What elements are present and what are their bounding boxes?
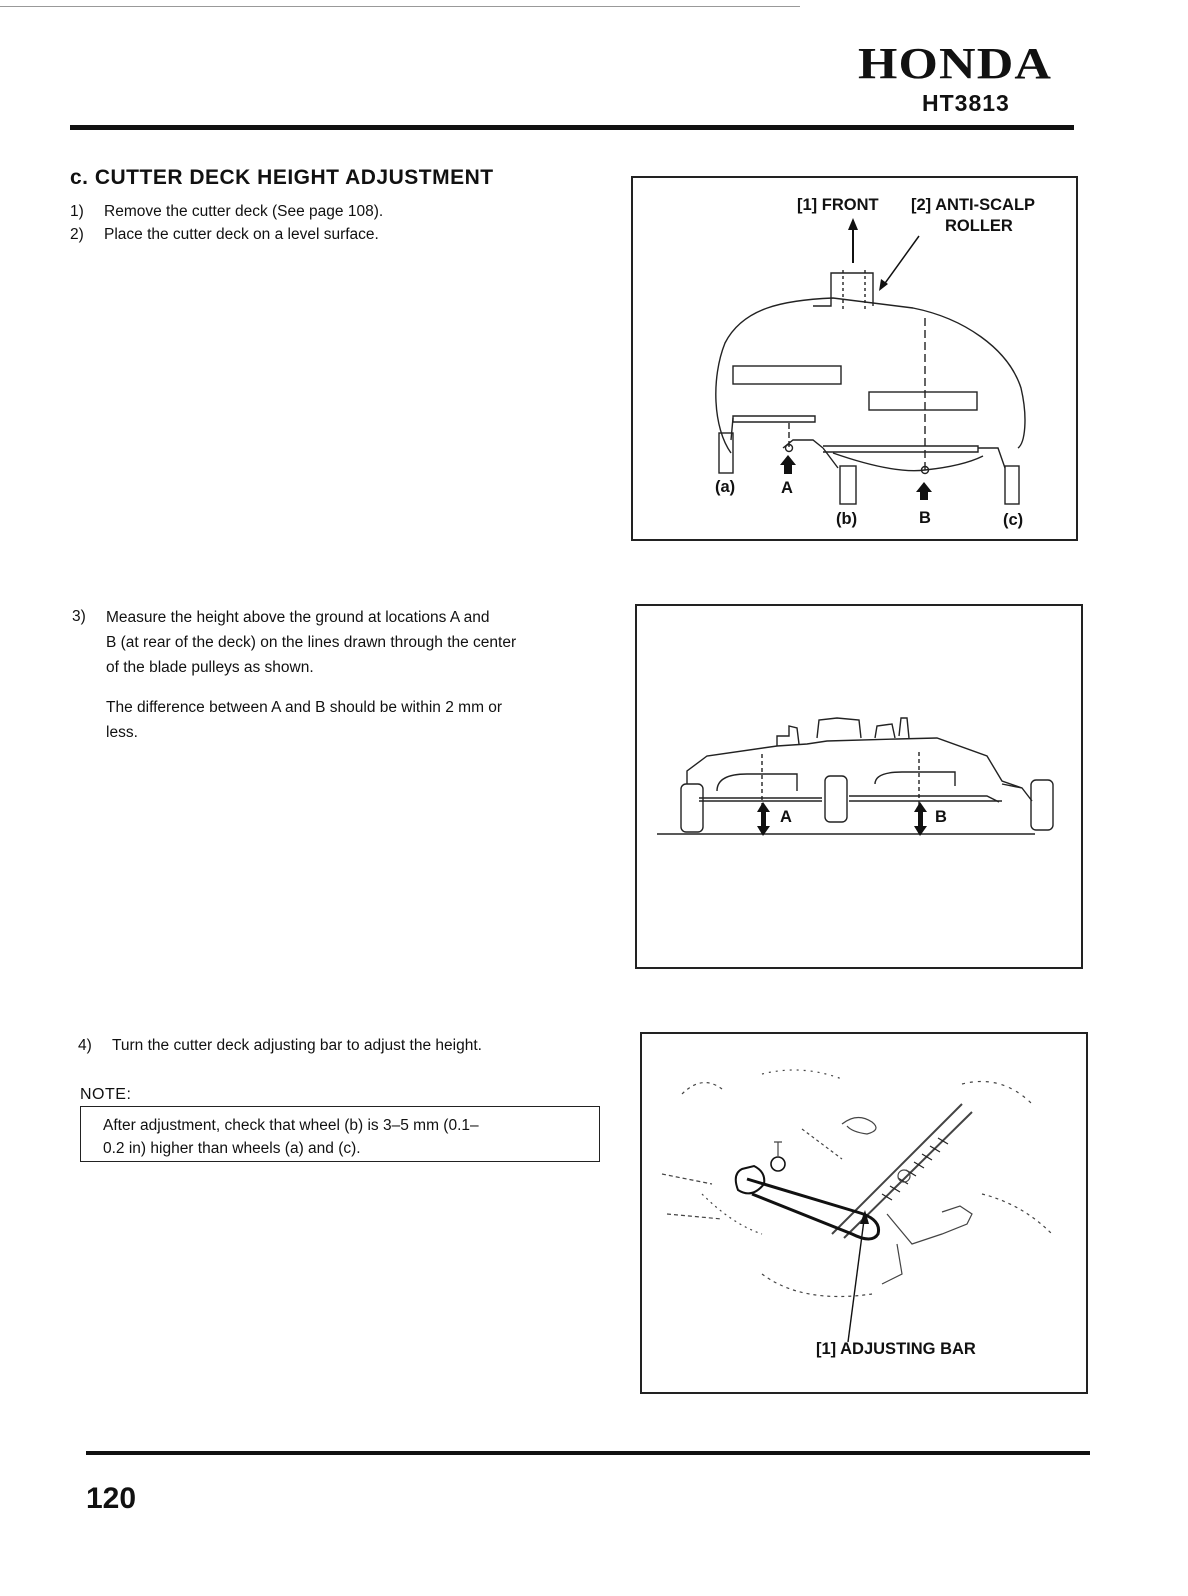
label-roller: ROLLER [945,217,1013,235]
note-line: 0.2 in) higher than wheels (a) and (c). [103,1140,361,1157]
step-line: less. [106,724,138,741]
step-3 [72,605,602,685]
step-number: 2) [70,226,84,243]
step-text [106,605,516,680]
footer-rule [86,1451,1090,1455]
step-line: of the blade pulleys as shown. [106,659,314,676]
step-line: B (at rear of the deck) on the lines drawn through the center [106,634,517,651]
note-title: NOTE: [80,1086,132,1103]
step-line: Measure the height above the ground at locations A and [106,609,490,626]
step-1 [70,200,590,224]
label-height-b: B [935,808,947,826]
step-number: 4) [78,1037,92,1054]
step-2 [70,223,590,247]
section-title: c. CUTTER DECK HEIGHT ADJUSTMENT [70,166,494,189]
step-3-tolerance [106,695,606,745]
model-number: HT3813 [922,90,1010,116]
label-point-b: B [919,509,931,527]
brand-logo: HONDA [858,39,1053,88]
label-height-a: A [780,808,792,826]
figure-adjusting-bar [640,1032,1088,1394]
step-text: Place the cutter deck on a level surface. [104,226,379,243]
label-point-a: A [781,479,793,497]
label-front: [1] FRONT [797,196,879,214]
step-text: Remove the cutter deck (See page 108). [104,203,384,220]
label-wheel-c: (c) [1003,511,1024,529]
step-number: 3) [72,608,86,625]
label-anti-scalp: [2] ANTI-SCALP [911,196,1036,214]
label-wheel-a: (a) [715,478,736,496]
step-4 [78,1034,598,1058]
step-number: 1) [70,203,84,220]
deck-side-view-drawing [637,606,1085,971]
note-line: After adjustment, check that wheel (b) is 3–5 mm (0.1– [103,1117,479,1134]
label-adjusting-bar: [1] ADJUSTING BAR [816,1340,976,1358]
step-text: Turn the cutter deck adjusting bar to adjust the height. [112,1037,482,1054]
top-scan-line [0,6,800,7]
note-box [80,1106,600,1162]
label-wheel-b: (b) [836,510,858,528]
page-number: 120 [86,1482,137,1515]
header-rule [70,125,1074,130]
figure-deck-side-view [635,604,1083,969]
step-line: The difference between A and B should be within 2 mm or [106,699,503,716]
figure-deck-top-view [631,176,1078,541]
